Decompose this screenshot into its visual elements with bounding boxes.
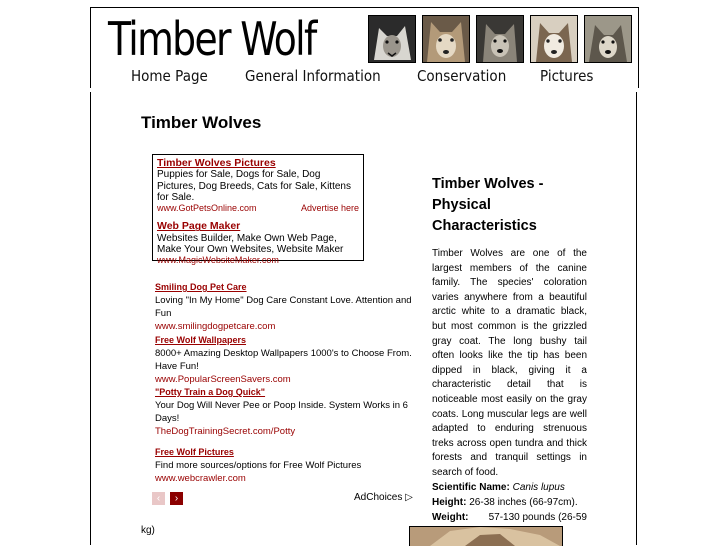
sponsored-item [155,446,417,485]
facts-list [432,480,587,525]
wolf-photo [409,526,563,546]
sponsored-text: 8000+ Amazing Desktop Wallpapers 1000's to Choose From. Have Fun! [155,348,412,372]
fact-value: Canis lupus [512,482,565,493]
section-body: Timber Wolves are one of the largest members of the canine family. The species' coloration varies anywhere from a beautiful arctic white to a dramatic black, but most common is the grizzled gray coat. The long bushy tail often looks like the tip has been dipped in black, giving it a characteristic detail that is noticeable most easily on the gray coats. Long muscular legs are well adapted to enduring strenuous treks across open tundra and thick forests and tranquil settings in search of food. [432,248,587,478]
fact-label: Scientific Name: [432,482,510,493]
sponsored-title[interactable]: Free Wolf Pictures [155,447,234,457]
fact-label: Height: [432,497,467,508]
sponsored-text: Find more sources/options for Free Wolf Pictures [155,460,362,471]
sponsored-url[interactable]: TheDogTrainingSecret.com/Potty [155,426,296,437]
wolf-thumbnail-2[interactable] [422,15,470,63]
sponsored-item [155,334,417,386]
ad-title-web-page-maker[interactable]: Web Page Maker [157,220,241,233]
nav-general-information[interactable]: General Information [245,67,381,85]
ad-text: Websites Builder, Make Own Web Page, Make Your Own Websites, Website Maker [157,232,344,256]
sponsored-title[interactable]: Free Wolf Wallpapers [155,335,247,345]
ad-title-timber-wolves-pictures[interactable]: Timber Wolves Pictures [157,157,276,169]
site-header [90,7,639,88]
fact-scientific-name [432,480,587,495]
wolf-thumbnail-4[interactable] [530,15,578,63]
sponsored-item [155,386,417,438]
ad-prev-button[interactable]: ‹ [152,492,165,505]
advertise-here-link[interactable]: Advertise here [300,203,359,214]
fact-weight-continued: kg) [141,525,155,536]
ad-box [152,154,364,266]
sponsored-title[interactable]: "Potty Train a Dog Quick" [155,387,266,397]
content-frame-right [636,92,637,545]
sponsored-item [155,281,417,333]
site-logo[interactable]: Timber Wolf [108,12,316,66]
sponsored-url[interactable]: www.PopularScreenSavers.com [155,374,291,385]
sponsored-url[interactable]: www.smilingdogpetcare.com [155,321,276,332]
ad-url[interactable]: www.MagicWebsiteMaker.com [157,255,279,266]
sponsored-url[interactable]: www.webcrawler.com [155,473,246,484]
sponsored-text: Loving "In My Home" Dog Care Constant Love. Attention and Fun [155,295,412,319]
section-heading: Timber Wolves - Physical Characteristics [432,176,544,234]
nav-pictures[interactable]: Pictures [540,67,594,85]
ad-url-row [157,255,359,266]
sponsored-text: Your Dog Will Never Pee or Poop Inside. System Works in 6 Days! [155,400,408,424]
adchoices-link[interactable]: AdChoices ▷ [354,492,413,503]
wolf-thumbnail-1[interactable] [368,15,416,63]
sponsored-title[interactable]: Smiling Dog Pet Care [155,282,247,292]
nav-conservation[interactable]: Conservation [417,67,507,85]
fact-value: 26-38 inches (66-97cm). [469,497,578,508]
fact-label: Weight: [432,512,469,523]
fact-height [432,495,587,510]
ad-url[interactable]: www.GotPetsOnline.com [157,203,257,214]
fact-weight [432,510,587,525]
ad-url-row [157,203,359,214]
page-title: Timber Wolves [141,113,262,132]
wolf-thumbnail-3[interactable] [476,15,524,63]
nav-home-page[interactable]: Home Page [131,67,208,85]
fact-value: 57-130 pounds (26-59 [488,512,587,523]
wolf-thumbnail-5[interactable] [584,15,632,63]
ad-next-button[interactable]: › [170,492,183,505]
content-frame-left [90,92,91,545]
ad-text: Puppies for Sale, Dogs for Sale, Dog Pictures, Dog Breeds, Cats for Sale, Kittens for Sale. [157,169,351,203]
